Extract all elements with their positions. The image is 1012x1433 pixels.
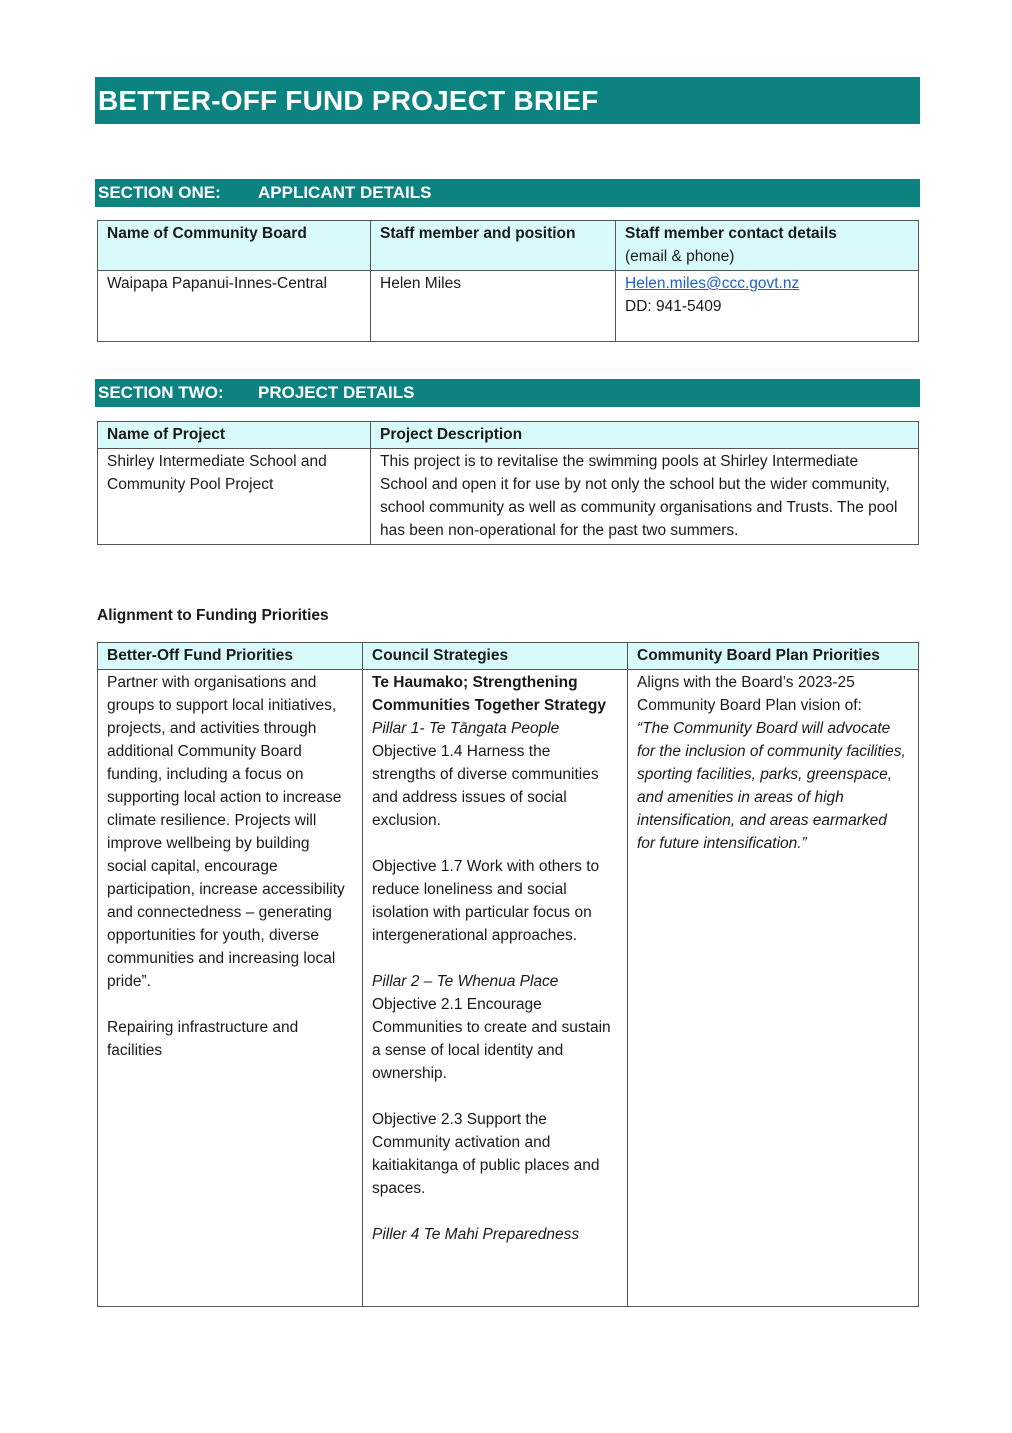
council-strategies-cell	[363, 670, 628, 1307]
table-header-row	[98, 422, 919, 449]
strategy-title: Te Haumako; Strengthening Communities Together Strategy	[372, 674, 606, 714]
page-title: BETTER-OFF FUND PROJECT BRIEF	[95, 77, 920, 124]
community-board-value: Waipapa Papanui-Innes-Central	[98, 271, 371, 342]
email-link[interactable]: Helen.miles@ccc.govt.nz	[625, 275, 800, 292]
objective-text: Objective 1.4 Harness the strengths of diverse communities and address issues of social exclusion.	[372, 743, 599, 829]
header-contact-label: Staff member contact details	[625, 225, 837, 242]
header-cb-plan-priorities: Community Board Plan Priorities	[628, 643, 919, 670]
header-community-board: Name of Community Board	[98, 221, 371, 271]
objective-text: Objective 1.7 Work with others to reduce loneliness and social isolation with particular focus on intergenerational approaches.	[372, 858, 600, 944]
cb-plan-cell	[628, 670, 919, 1307]
table-row	[98, 449, 919, 545]
bof-priorities-cell	[98, 670, 363, 1307]
table-header-row	[98, 643, 919, 670]
alignment-heading: Alignment to Funding Priorities	[97, 607, 329, 624]
section-one-name: APPLICANT DETAILS	[258, 183, 432, 202]
cb-plan-intro: Aligns with the Board’s 2023-25 Community Board Plan vision of:	[637, 674, 862, 714]
objective-text: Objective 2.3 Support the Community activation and kaitiakitanga of public places and spaces.	[372, 1111, 600, 1197]
project-name-value: Shirley Intermediate School and Community Pool Project	[98, 449, 371, 545]
cb-plan-quote: “The Community Board will advocate for the inclusion of community facilities, sporting facilities, parks, greenspace, and amenities in areas of high intensification, and areas earmarked for future intensification.”	[637, 720, 906, 852]
project-details-table	[97, 421, 919, 545]
bof-priority-text: Partner with organisations and groups to support local initiatives, projects, and activities through additional Community Board funding, including a focus on supporting local action to increase climate resilience. Projects will improve wellbeing by building social capital, encourage participation, increase accessibility and connectedness – generating opportunities for youth, diverse communities and increasing local pride”.	[107, 674, 345, 990]
objective-text: Objective 2.1 Encourage Communities to create and sustain a sense of local identity and ownership.	[372, 996, 611, 1082]
pillar-label: Pillar 2 – Te Whenua Place	[372, 973, 559, 990]
section-one-header	[95, 179, 920, 207]
section-one-number: SECTION ONE:	[98, 183, 221, 202]
header-bof-priorities: Better-Off Fund Priorities	[98, 643, 363, 670]
table-header-row	[98, 221, 919, 271]
table-row	[98, 271, 919, 342]
header-staff-member: Staff member and position	[371, 221, 616, 271]
section-two-name: PROJECT DETAILS	[258, 383, 415, 402]
project-description-value: This project is to revitalise the swimming pools at Shirley Intermediate School and open it for use by not only the school but the wider community, school community as well as community organisations and Trusts. The pool has been non-operational for the past two summers.	[371, 449, 919, 545]
contact-details-value	[616, 271, 919, 342]
header-project-name: Name of Project	[98, 422, 371, 449]
pillar-label: Piller 4 Te Mahi Preparedness	[372, 1226, 580, 1243]
applicant-details-table	[97, 220, 919, 342]
pillar-label: Pillar 1- Te Tāngata People	[372, 720, 560, 737]
section-two-header	[95, 379, 920, 407]
section-two-number: SECTION TWO:	[98, 383, 224, 402]
header-contact-details	[616, 221, 919, 271]
alignment-table	[97, 642, 919, 1307]
header-contact-sub: (email & phone)	[625, 248, 735, 265]
header-project-description: Project Description	[371, 422, 919, 449]
header-council-strategies: Council Strategies	[363, 643, 628, 670]
bof-priority-text: Repairing infrastructure and facilities	[107, 1019, 299, 1059]
staff-member-value: Helen Miles	[371, 271, 616, 342]
phone-value: DD: 941-5409	[625, 298, 722, 315]
table-row	[98, 670, 919, 1307]
